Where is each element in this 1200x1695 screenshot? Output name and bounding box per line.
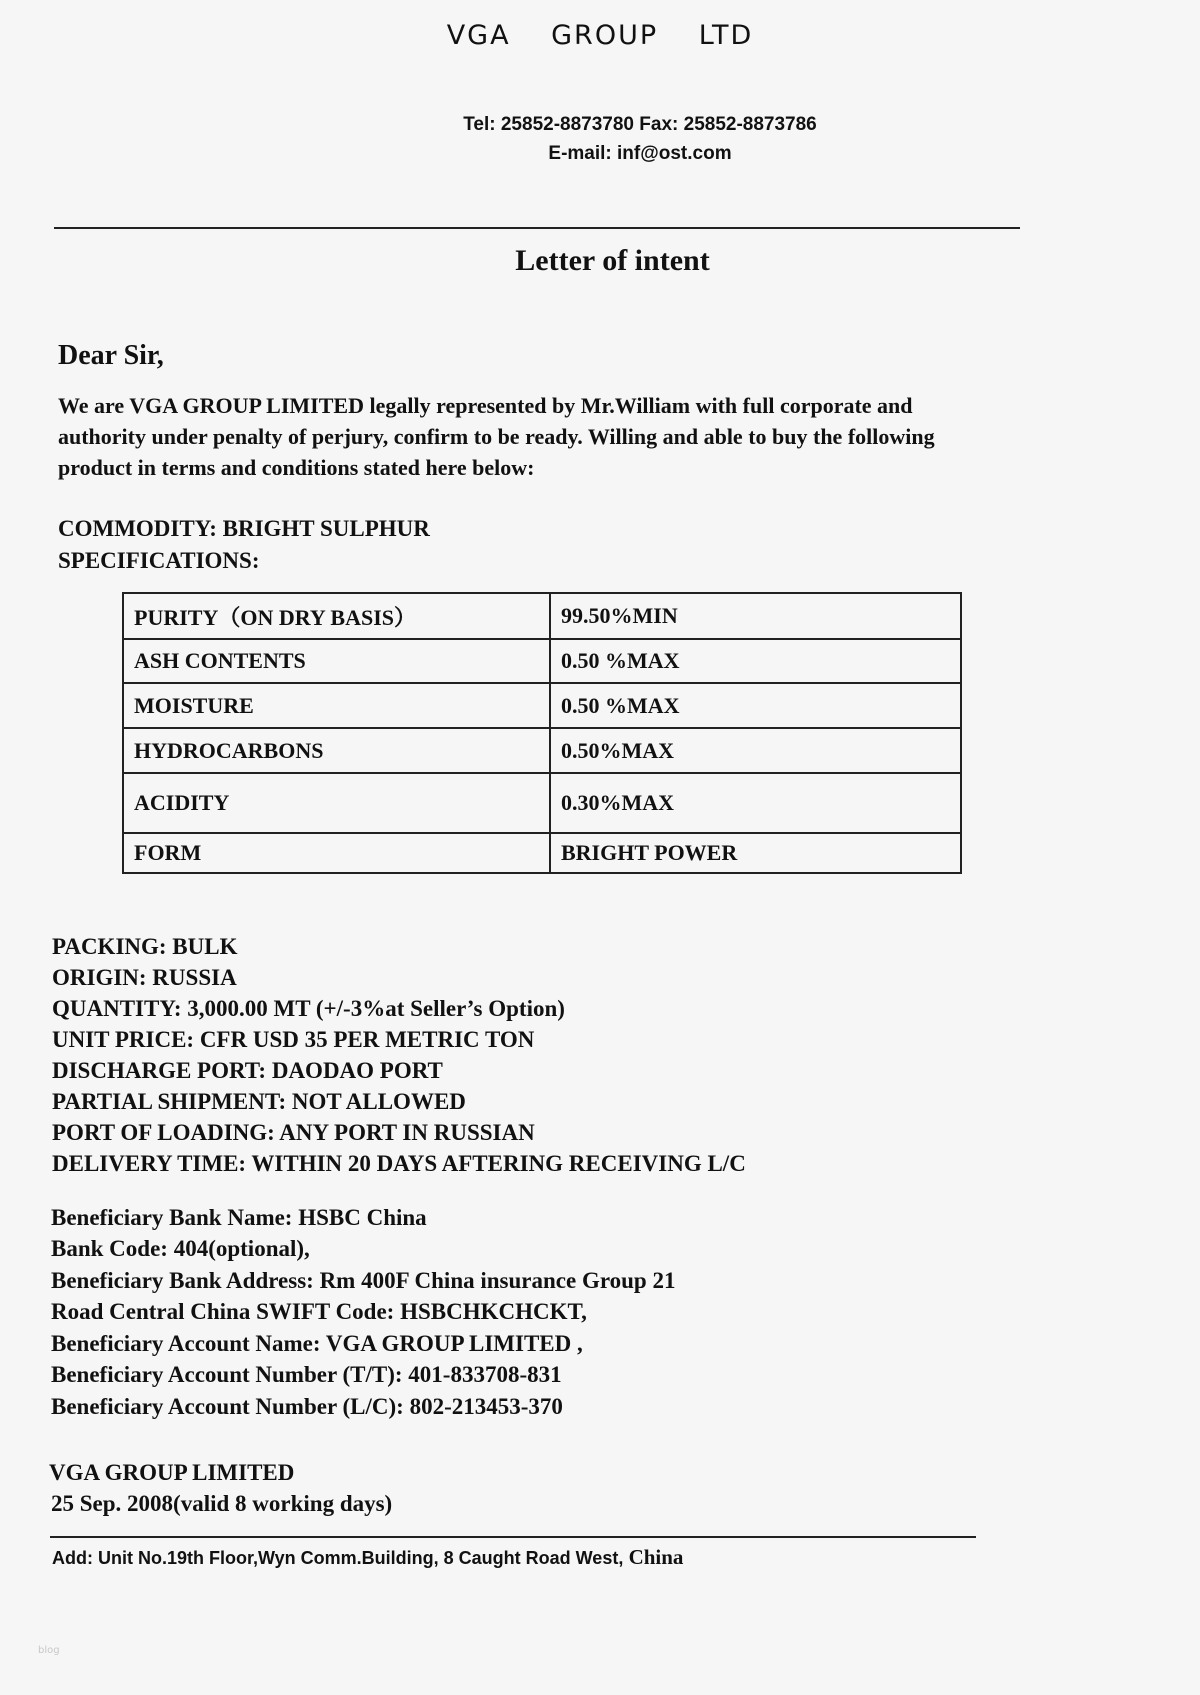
spec-name: ACIDITY: [123, 773, 550, 833]
email-line: E-mail: inf@ost.com: [548, 143, 732, 164]
spec-value: 0.30%MAX: [550, 773, 961, 833]
term-line: ORIGIN: RUSSIA: [52, 965, 237, 990]
bank-line: Beneficiary Account Number (L/C): 802-213453-370: [51, 1394, 563, 1419]
term-line: PORT OF LOADING: ANY PORT IN RUSSIAN: [52, 1120, 535, 1145]
spec-value: 0.50 %MAX: [550, 683, 961, 728]
term-line: DISCHARGE PORT: DAODAO PORT: [52, 1058, 443, 1083]
spec-row: [123, 593, 961, 639]
spec-name: HYDROCARBONS: [123, 728, 550, 773]
bank-line: Beneficiary Account Number (T/T): 401-833708-831: [51, 1362, 562, 1387]
footer-divider: [50, 1536, 976, 1538]
address-country: China: [623, 1545, 684, 1569]
document-title: Letter of intent: [515, 244, 710, 277]
bank-line: Bank Code: 404(optional),: [51, 1236, 310, 1261]
bank-line: Beneficiary Bank Address: Rm 400F China insurance Group 21: [51, 1268, 676, 1293]
term-line: DELIVERY TIME: WITHIN 20 DAYS AFTERING RECEIVING L/C: [52, 1151, 746, 1176]
spec-name: PURITY（ON DRY BASIS）: [123, 593, 550, 639]
spec-value: 0.50 %MAX: [550, 639, 961, 683]
greeting: Dear Sir,: [58, 340, 164, 371]
signature-date: 25 Sep. 2008(valid 8 working days): [51, 1491, 393, 1516]
spec-row: [123, 683, 961, 728]
spec-row: [123, 773, 961, 833]
spec-row: [123, 833, 961, 873]
spec-value: BRIGHT POWER: [550, 833, 961, 873]
spec-row: [123, 639, 961, 683]
spec-value: 0.50%MAX: [550, 728, 961, 773]
specifications-table: [122, 592, 962, 874]
term-line: QUANTITY: 3,000.00 MT (+/-3%at Seller’s Option): [52, 996, 565, 1021]
watermark: blog: [38, 1645, 60, 1656]
spec-name: ASH CONTENTS: [123, 639, 550, 683]
spec-name: MOISTURE: [123, 683, 550, 728]
term-line: PACKING: BULK: [52, 934, 238, 959]
specifications-label: SPECIFICATIONS:: [58, 548, 260, 573]
company-name: VGA GROUP LTD: [446, 20, 754, 51]
intro-paragraph: We are VGA GROUP LIMITED legally represented by Mr.William with full corporate and authority under penalty of perjury, confirm to be ready. Willing and able to buy the following product in terms and conditions stated here below:: [58, 393, 935, 480]
address-text: Add: Unit No.19th Floor,Wyn Comm.Building, 8 Caught Road West,: [52, 1548, 624, 1568]
commodity-line: COMMODITY: BRIGHT SULPHUR: [58, 516, 430, 541]
bank-line: Beneficiary Account Name: VGA GROUP LIMITED ,: [51, 1331, 583, 1356]
term-line: UNIT PRICE: CFR USD 35 PER METRIC TON: [52, 1027, 535, 1052]
bank-line: Road Central China SWIFT Code: HSBCHKCHCKT,: [51, 1299, 587, 1324]
signature-company: VGA GROUP LIMITED: [49, 1460, 295, 1485]
term-line: PARTIAL SHIPMENT: NOT ALLOWED: [52, 1089, 466, 1114]
tel-fax-line: Tel: 25852-8873780 Fax: 25852-8873786: [463, 114, 817, 135]
footer-address: [52, 1545, 683, 1570]
spec-value: 99.50%MIN: [550, 593, 961, 639]
header-divider: [54, 227, 1020, 229]
spec-row: [123, 728, 961, 773]
spec-name: FORM: [123, 833, 550, 873]
bank-line: Beneficiary Bank Name: HSBC China: [51, 1205, 427, 1230]
